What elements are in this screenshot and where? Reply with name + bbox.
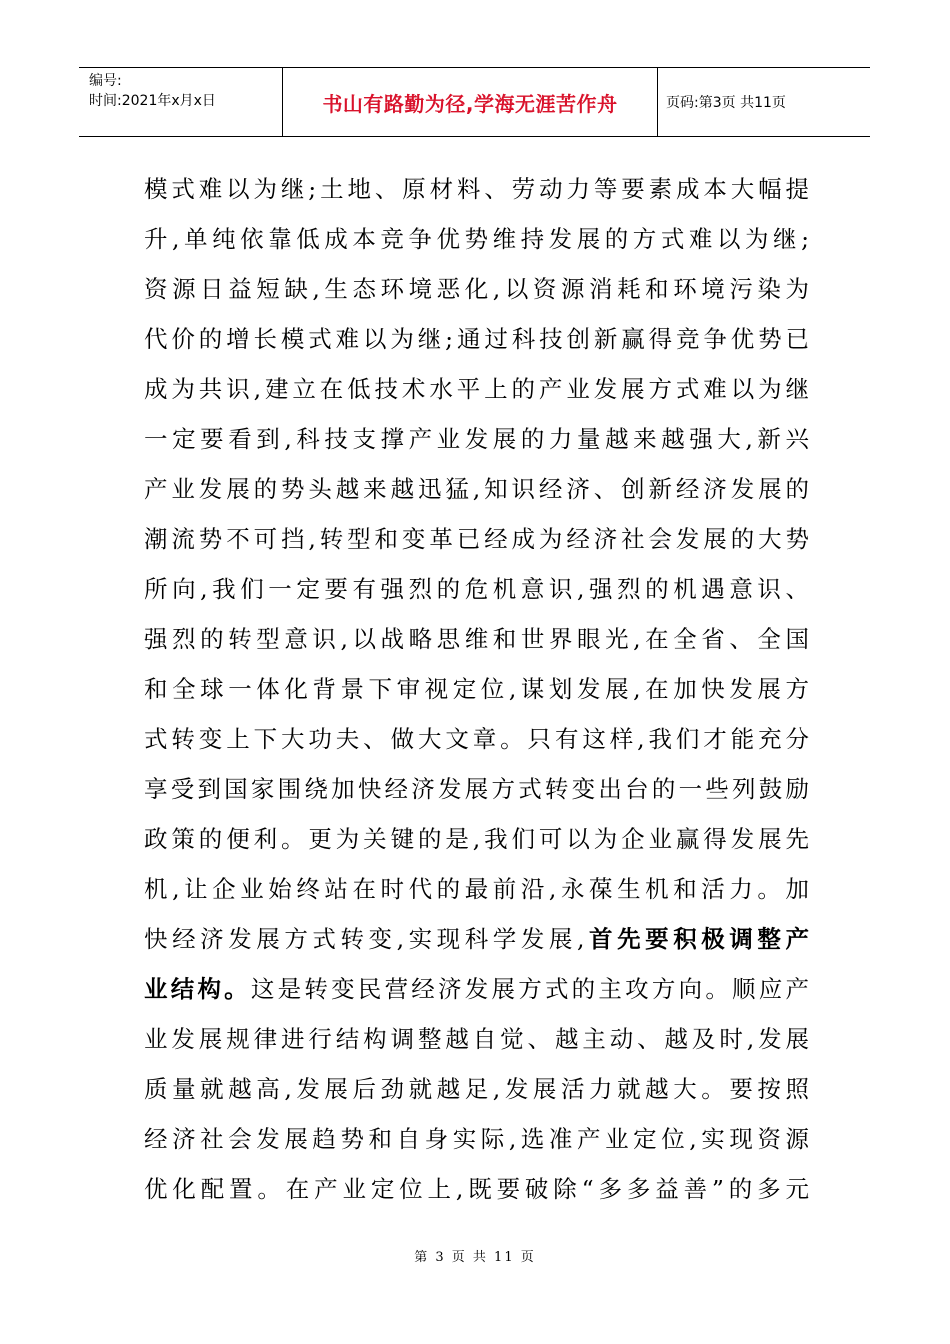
body-line-mixed [144, 964, 809, 1014]
body-text-normal: 这是转变民营经济发展方式的主攻方向。顺应产 [250, 975, 810, 1003]
body-line: 代价的增长模式难以为继;通过科技创新赢得竞争优势已 [144, 325, 809, 353]
body-line: 潮流势不可挡,转型和变革已经成为经济社会发展的大势 [144, 525, 809, 553]
body-line: 升,单纯依靠低成本竞争优势维持发展的方式难以为继; [144, 225, 809, 253]
body-line: 优化配置。在产业定位上,既要破除“多多益善”的多元 [144, 1175, 809, 1203]
body-line: 政策的便利。更为关键的是,我们可以为企业赢得发展先 [144, 825, 809, 853]
header-page-info: 页码:第3页 共11页 [666, 95, 786, 111]
body-line: 业发展规律进行结构调整越自觉、越主动、越及时,发展 [144, 1025, 809, 1053]
body-line: 所向,我们一定要有强烈的危机意识,强烈的机遇意识、 [144, 575, 809, 603]
number-label: 编号: [89, 73, 122, 89]
body-line: 和全球一体化背景下审视定位,谋划发展,在加快发展方 [144, 675, 809, 703]
body-line: 成为共识,建立在低技术水平上的产业发展方式难以为继 [144, 375, 809, 403]
document-body [144, 164, 809, 1214]
body-line: 一定要看到,科技支撑产业发展的力量越来越强大,新兴 [144, 425, 809, 453]
body-text-emphasis: 业结构。 [144, 975, 251, 1003]
time-label: 时间:2021年x月x日 [89, 93, 216, 109]
header-meta [79, 68, 283, 136]
body-line: 机,让企业始终站在时代的最前沿,永葆生机和活力。加 [144, 875, 809, 903]
body-line: 模式难以为继;土地、原材料、劳动力等要素成本大幅提 [144, 175, 809, 203]
body-line: 经济社会发展趋势和自身实际,选准产业定位,实现资源 [144, 1125, 809, 1153]
body-text-emphasis: 首先要积极调整产 [584, 925, 809, 953]
body-line: 资源日益短缺,生态环境恶化,以资源消耗和环境污染为 [144, 275, 809, 303]
header-motto: 书山有路勤为径,学海无涯苦作舟 [283, 68, 658, 136]
body-line: 享受到国家围绕加快经济发展方式转变出台的一些列鼓励 [144, 775, 809, 803]
body-line-mixed [144, 914, 809, 964]
body-line: 产业发展的势头越来越迅猛,知识经济、创新经济发展的 [144, 475, 809, 503]
body-text-normal: 快经济发展方式转变,实现科学发展, [144, 925, 585, 953]
body-line: 强烈的转型意识,以战略思维和世界眼光,在全省、全国 [144, 625, 809, 653]
page-header [79, 67, 870, 137]
page-footer: 第 3 页 共 11 页 [414, 1250, 536, 1265]
body-line: 质量就越高,发展后劲就越足,发展活力就越大。要按照 [144, 1075, 809, 1103]
body-line: 式转变上下大功夫、做大文章。只有这样,我们才能充分 [144, 725, 809, 753]
